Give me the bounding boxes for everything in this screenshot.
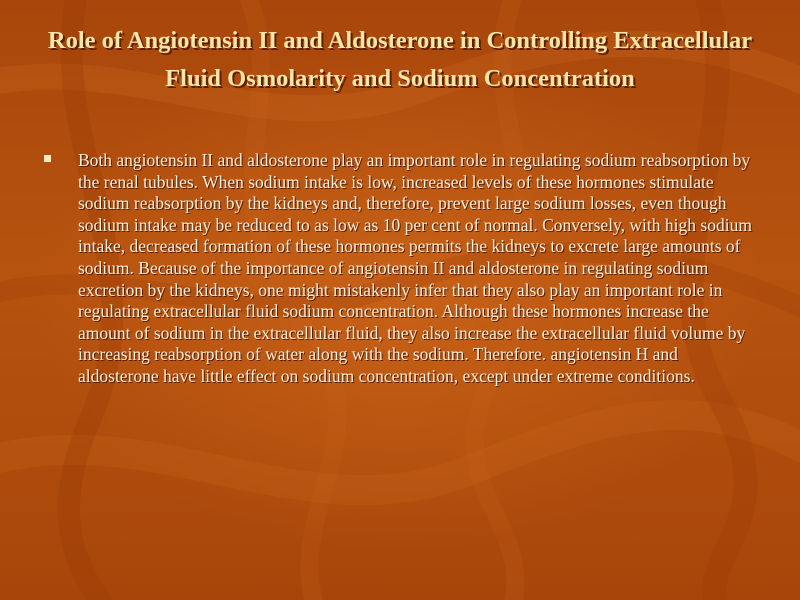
list-item: [44, 150, 758, 388]
bullet-list: [44, 150, 758, 388]
slide-title: Role of Angiotensin II and Aldosterone in Controlling Extracellular Fluid Osmolarity and Sodium Concentration: [47, 27, 753, 92]
bullet-text: Both angiotensin II and aldosterone play an important role in regulating sodium reabsorption by the renal tubules. When sodium intake is low, increased levels of these hormones stimulate sodium reabsorption by the kidneys and, therefore, prevent large sodium losses, even though sodium intake may be reduced to as low as 10 per cent of normal. Conversely, with high sodium intake, decreased formation of these hormones permits the kidneys to excrete large amounts of sodium. Because of the importance of angiotensin II and aldosterone in regulating sodium excretion by the kidneys, one might mistakenly infer that they also play an important role in regulating extracellular fluid sodium concentration. Although these hormones increase the amount of sodium in the extracellular fluid, they also increase the extracellular fluid volume by increasing reabsorption of water along with the sodium. Therefore. angiotensin H and aldosterone have little effect on sodium concentration, except under extreme conditions.: [78, 150, 752, 386]
square-bullet-icon: [44, 155, 51, 162]
